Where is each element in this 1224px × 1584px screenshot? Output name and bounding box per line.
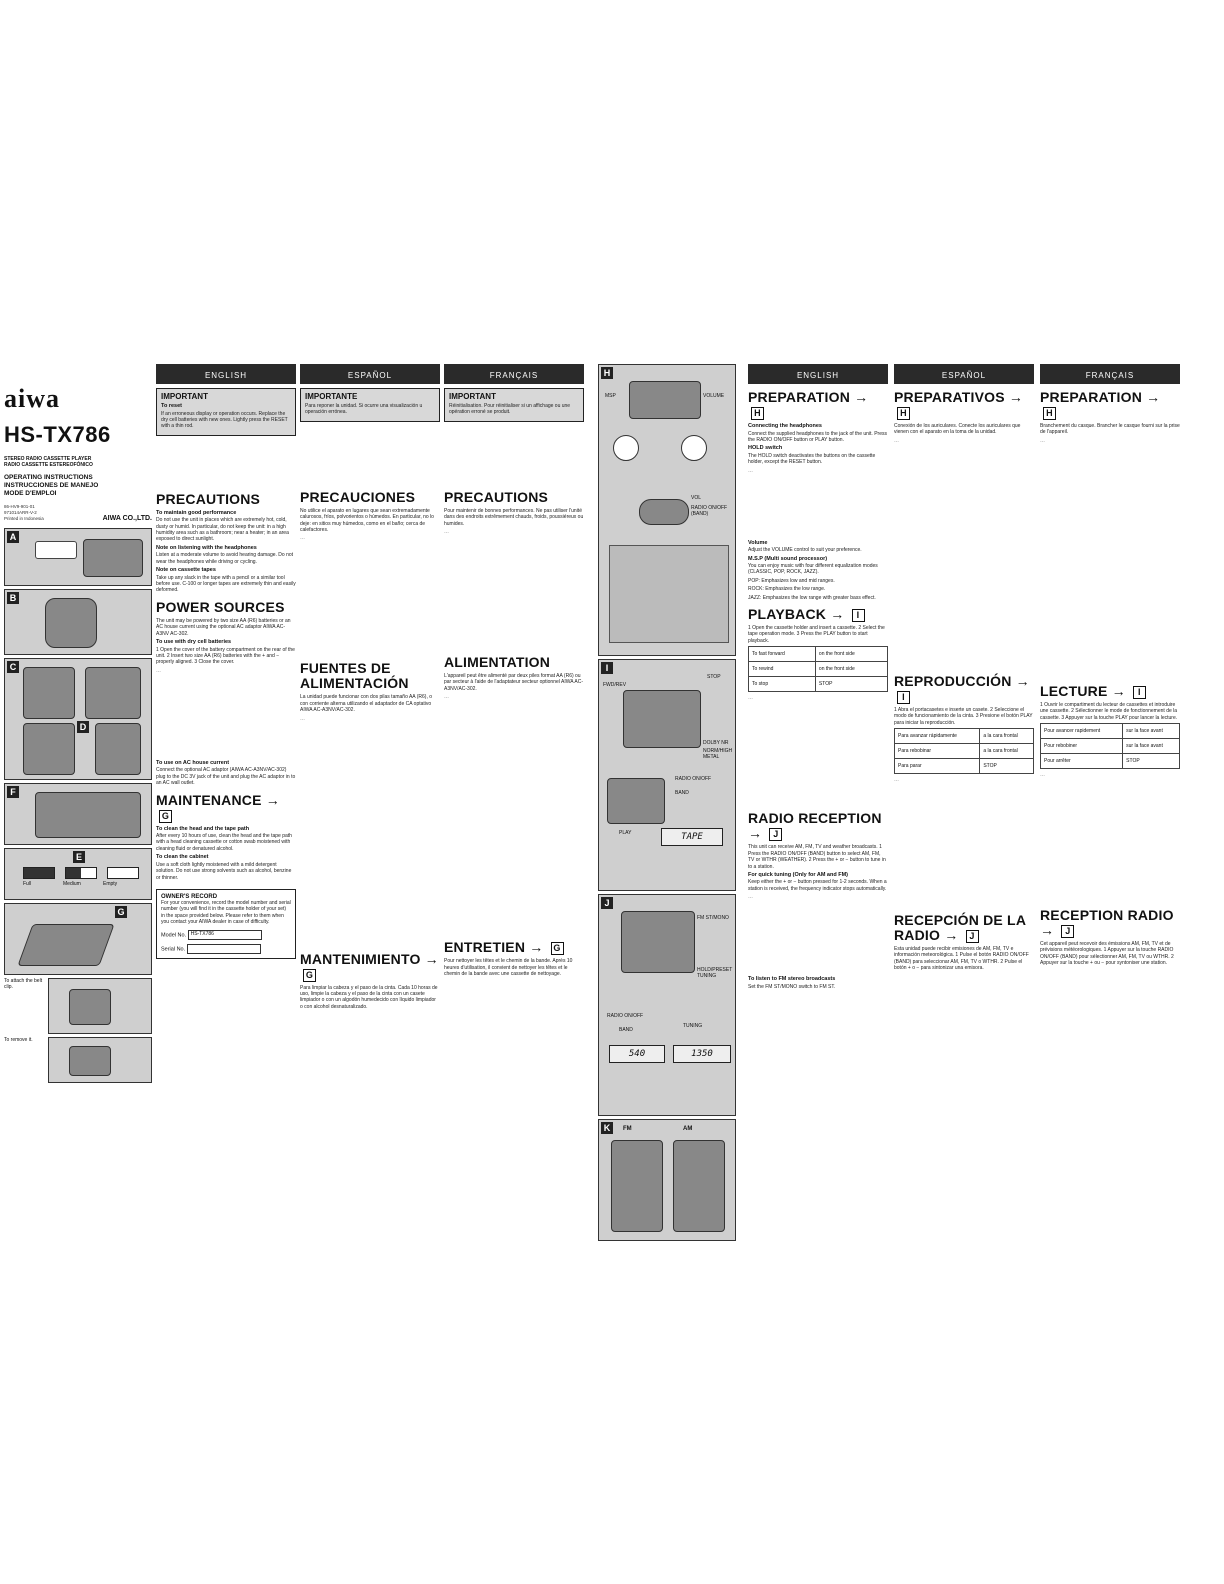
espanol-left-column: ESPAÑOL IMPORTANTE Para reponer la unidad. Si ocurre una visualización u operación errónea. PRECAUCIONES No utilice el aparato en lugares que sean extremadamente calurosos, fríos, polvorientos o húmedos. En particular, no lo deje: en sitios muy húmedos, como en el baño; cerca de calefactores. … FUENTES DE ALIMENTACIÓN La unidad puede funcionar con dos pilas tamaño AA (R6), o con corriente alterna utilizando el adaptador de CA optativo AIWA AC-A3NV/AC-302. … MANTENIMIENTO → G Para limpiar la cabeza y el paso de la cinta. Cada 10 horas de uso, limpie la cabeza y el paso de la cinta con un casete limpiador o con un algodón humedecido con líquido limpiador o con alcohol desnaturalizado. (300, 364, 440, 1254)
alimentation-heading: ALIMENTATION (444, 654, 551, 671)
product-line-1: STEREO RADIO CASSETTE PLAYER (4, 456, 92, 462)
company-name: AIWA CO.,LTD. (102, 515, 152, 522)
serial-number-field (187, 944, 261, 954)
espanol-right-column: ESPAÑOL PREPARATIVOS → H Conexión de los auriculares. Conecte los auriculares que vienen con el aparato en la toma de la unidad. … REPRODUCCIÓN → I 1 Abra el portacasetes e inserte un casete. 2 Seleccione el modo de funcionamiento de la cinta. 3 Presione el botón PLAY para iniciar la reproducción. Para avanzar rápidamente a la cara frontal Para rebobinar a la cara frontal Para parar STOP … RECEPCIÓN DE LA RADIO → J Esta unidad puede recibir emisiones de AM, FM, TV e información meteorológica. 1 Pulse el botón RADIO ON/OFF (BAND) para seleccionar AM, FM, TV o WTHR. 2 Pulse el botón + o − para sintonizar una emisora. (894, 364, 1034, 1254)
fuentes-heading: FUENTES DE ALIMENTACIÓN (300, 660, 409, 692)
english-left-column: ENGLISH IMPORTANT To reset If an erroneous display or operation occurs. Replace the dry cell batteries with new ones. Lightly press the RESET with a thin rod. PRECAUTIONS To maintain good performance Do not use the unit in places which are extremely hot, cold, dusty or humid. In particular, do not keep the unit: in a high humidity area such as a bathroom; near a heater; in an area exposed to direct sunlight. Note on listening with the headphones Listen at a moderate volume to avoid hearing damage. Do not wear the headphones while driving or cycling. Note on cassette tapes Take up any slack in the tape with a pencil or a similar tool before use. C-100 or longer tapes are extremely thin and easily deformed. POWER SOURCES The unit may be powered by two size AA (R6) batteries or an AC house current using the optional AC adaptor AIWA AC-A3NV AC-302. To use with dry cell batteries 1 Open the cover of the battery compartment on the rear of the unit. 2 Insert two size AA (R6) batteries with the + and − properly aligned. 3 Close the cover. … To use on AC house current Connect the optional AC adaptor (AIWA AC-A3NV/AC-302) plug to the DC 3V jack of the unit and plug the AC adaptor in to an AC wall outlet. MAINTENANCE → G To clean the head and the tape path After every 10 hours of use, clean the head and the tape path with a head cleaning cassette or cotton swab moistened with cleaning fluid or denatured alcohol. To clean the cabinet Use a soft cloth lightly moistened with a mild detergent solution. Do not use strong solvents such as alcohol, benzine or thinner. OWNER'S RECORD For your convenience, record the model number and serial number (you will find it in the cassette holder of your set) in the space provided below. Please refer to them when you contact your AIWA dealer in case of difficulty. Model No. HS-TX786 Serial No. (156, 364, 296, 1254)
figure-c: C D (4, 658, 152, 780)
precauciones-heading: PRECAUCIONES (300, 488, 416, 505)
figure-j: J FM ST/MONO HOLD/PRESET TUNING RADIO ON/OFF BAND TUNING 540 1350 (598, 894, 736, 1116)
espanol-header: ESPAÑOL (300, 364, 440, 384)
figure-clip-remove (48, 1037, 152, 1083)
english-header: ENGLISH (156, 364, 296, 384)
figure-h: H MSP VOLUME VOL RADIO ON/OFF (BAND) (598, 364, 736, 656)
remove-note: To remove it. (4, 1037, 33, 1043)
doc-line-3: MODE D'EMPLOI (4, 490, 57, 497)
cover-column (4, 364, 152, 1254)
figure-i: I FWD/REV STOP DOLBY NR NORM/HIGH METAL RADIO ON/OFF BAND PLAY TAPE (598, 659, 736, 891)
figure-g: G (4, 903, 152, 975)
precautions-fr-heading: PRECAUTIONS (444, 488, 549, 505)
product-line-2: RADIO CASSETTE ESTEREOFÓNICO (4, 462, 93, 468)
figure-e: E Full Medium Empty (4, 848, 152, 900)
reception-radio-heading: RECEPTION RADIO → J (1040, 907, 1174, 939)
preparation-fr-heading: PREPARATION → H (1040, 389, 1161, 418)
radio-reception-heading: RADIO RECEPTION → J (748, 810, 882, 842)
figure-clip-attach (48, 978, 152, 1034)
figure-b: B (4, 589, 152, 655)
power-sources-heading: POWER SOURCES (156, 598, 285, 615)
precautions-heading: PRECAUTIONS (156, 490, 261, 507)
preparation-heading: PREPARATION → H (748, 389, 869, 418)
figure-k: K FM AM (598, 1119, 736, 1241)
francais-left-column: FRANÇAIS IMPORTANT Réinitialisation. Pour réinitialiser si un affichage ou une opération erroné se produit. PRECAUTIONS Pour maintenir de bonnes performances. Ne pas utiliser l'unité dans des endroits extrêmement chauds, froids, poussiéreux ou humides. … ALIMENTATION L'appareil peut être alimenté par deux piles format AA (R6) ou par secteur à l'aide de l'adaptateur secteur optionnel AIWA AC-A3NV/AC-302. … ENTRETIEN → G Pour nettoyer les têtes et le chemin de la bande. Après 10 heures d'utilisation, il convient de nettoyer les têtes et le chemin de la bande avec une cassette de nettoyage. (444, 364, 584, 1254)
code-2: 971014ARR-V-2 (4, 510, 37, 515)
recepcion-radio-heading: RECEPCIÓN DE LA RADIO → J (894, 912, 1026, 944)
figure-f: F (4, 783, 152, 845)
model-number-field: HS-TX786 (188, 930, 262, 940)
reproduccion-heading: REPRODUCCIÓN → I (894, 672, 1030, 702)
lecture-heading: LECTURE → I (1040, 684, 1180, 699)
francais-header: FRANÇAIS (444, 364, 584, 384)
lcd-tape: TAPE (661, 828, 723, 846)
brand-logo: aiwa (4, 384, 60, 413)
mantenimiento-heading: MANTENIMIENTO → G (300, 950, 439, 980)
playback-heading: PLAYBACK → I (748, 607, 888, 622)
code-1: 86-HV9-901-01 (4, 504, 35, 509)
model-title: HS-TX786 (4, 422, 111, 447)
figure-a: A (4, 528, 152, 586)
doc-line-2: INSTRUCCIONES DE MANEJO (4, 482, 99, 489)
instruction-sheet (4, 364, 1220, 1254)
important-box: IMPORTANT To reset If an erroneous display or operation occurs. Replace the dry cell batteries with new ones. Lightly press the RESET with a thin rod. (156, 388, 296, 436)
figures-column (598, 364, 736, 1254)
code-3: Printed in Indonesia (4, 516, 44, 521)
francais-right-column: FRANÇAIS PREPARATION → H Branchement du casque. Brancher le casque fourni sur la prise de l'appareil. … LECTURE → I 1 Ouvrir le compartiment du lecteur de cassettes et introduire une cassette. 2 Sélectionner le mode de fonctionnement de la cassette. 3 Appuyer sur la touche PLAY pour lancer la lecture. Pour avancer rapidement sur la face avant Pour rebobiner sur la face avant Pour arrêter STOP … RECEPTION RADIO → J Cet appareil peut recevoir des émissions AM, FM, TV et de prévisions météorologiques. 1 Appuyer sur la touche RADIO ON/OFF (BAND) pour sélectionner AM, FM, TV ou WTHR. 2 Appuyer sur la touche + ou − pour syntoniser une station. (1040, 364, 1180, 1254)
maintenance-heading: MAINTENANCE → G (156, 791, 280, 821)
attach-note: To attach the belt clip. (4, 978, 43, 990)
doc-line-1: OPERATING INSTRUCTIONS (4, 474, 93, 481)
preparativos-heading: PREPARATIVOS → H (894, 389, 1024, 418)
owners-record-box: OWNER'S RECORD For your convenience, record the model number and serial number (you will find it in the cassette holder of your set) in the space provided below. Please refer to them when you contact your AIWA dealer in case of difficulty. Model No. HS-TX786 Serial No. (156, 889, 296, 959)
entretien-heading: ENTRETIEN → G (444, 940, 584, 955)
playback-table: To fast forward on the front side To rewind on the front side To stop STOP (748, 646, 888, 692)
english-right-column: ENGLISH PREPARATION → H Connecting the headphones Connect the supplied headphones to the jack of the unit. Press the RADIO ON/OFF button or PLAY button. HOLD switch The HOLD switch deactivates the buttons on the cassette holder, except the RESET button. … Volume Adjust the VOLUME control to suit your preference. M.S.P (Multi sound processor) You can enjoy music with four different equalization modes (CLASSIC, POP, ROCK, JAZZ). POP: Emphasizes low and mid ranges. ROCK: Emphasizes the low range. JAZZ: Emphasizes the low range with greater bass effect. PLAYBACK → I 1 Open the cassette holder and insert a cassette. 2 Select the tape operation mode. 3 Press the PLAY button to start playback. To fast forward on the front side To rewind on the front side To stop STOP … RADIO RECEPTION → J This unit can receive AM, FM, TV and weather broadcasts. 1 Press the RADIO ON/OFF (BAND) button to select AM, FM, TV or WTHR (WEATHER). 2 Press the + or − button to tune in to a station. For quick tuning (Only for AM and FM) Keep either the + or − button pressed for 1-2 seconds. When a station is received, the frequency indicator stops automatically. … To listen to FM stereo broadcasts Set the FM ST/MONO switch to FM ST. (748, 364, 888, 1254)
lcd-am-1350: 1350 (673, 1045, 731, 1063)
lcd-am-540: 540 (609, 1045, 665, 1063)
